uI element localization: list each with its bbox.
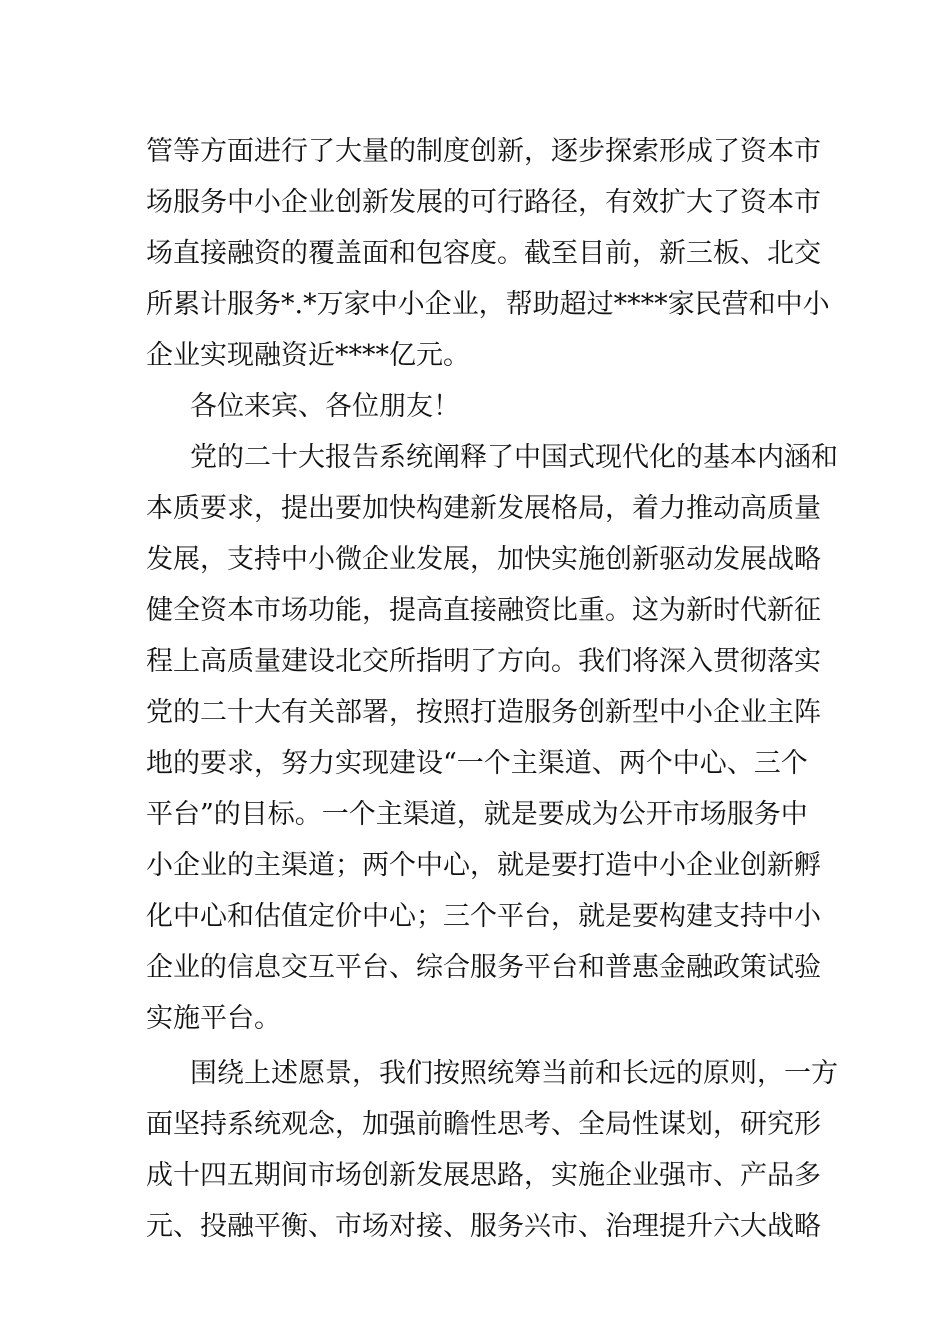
document-body <box>146 126 838 1252</box>
text-line: 企业的信息交互平台、综合服务平台和普惠金融政策试验 <box>146 952 821 983</box>
text-line: 所累计服务*.*万家中小企业，帮助超过****家民营和中小 <box>146 289 830 320</box>
text-line: 场直接融资的覆盖面和包容度。截至目前，新三板、北交 <box>146 238 821 269</box>
greeting-paragraph <box>146 381 816 432</box>
text-line: 程上高质量建设北交所指明了方向。我们将深入贯彻落实 <box>146 646 821 677</box>
text-line: 管等方面进行了大量的制度创新，逐步探索形成了资本市 <box>146 136 821 167</box>
paragraph-2 <box>146 432 838 1044</box>
text-line: 本质要求，提出要加快构建新发展格局，着力推动高质量 <box>146 493 821 524</box>
text-line: 成十四五期间市场创新发展思路，实施企业强市、产品多 <box>146 1160 821 1191</box>
text-line: 元、投融平衡、市场对接、服务兴市、治理提升六大战略 <box>146 1211 821 1242</box>
paragraph-1 <box>146 126 830 381</box>
text-line: 围绕上述愿景，我们按照统筹当前和长远的原则，一方 <box>190 1058 838 1089</box>
text-line: 发展，支持中小微企业发展，加快实施创新驱动发展战略 <box>146 544 821 575</box>
text-line: 健全资本市场功能，提高直接融资比重。这为新时代新征 <box>146 595 821 626</box>
text-line: 实施平台。 <box>146 1003 281 1034</box>
text-line: 面坚持系统观念，加强前瞻性思考、全局性谋划，研究形 <box>146 1109 821 1140</box>
paragraph-3 <box>146 1048 838 1252</box>
text-line: 化中心和估值定价中心；三个平台，就是要构建支持中小 <box>146 901 821 932</box>
text-line: 平台”的目标。一个主渠道，就是要成为公开市场服务中 <box>146 799 808 830</box>
text-line: 党的二十大报告系统阐释了中国式现代化的基本内涵和 <box>190 442 838 473</box>
text-line: 党的二十大有关部署，按照打造服务创新型中小企业主阵 <box>146 697 821 728</box>
greeting-line: 各位来宾、各位朋友！ <box>190 391 460 422</box>
text-line: 企业实现融资近****亿元。 <box>146 340 470 371</box>
text-line: 场服务中小企业创新发展的可行路径，有效扩大了资本市 <box>146 187 821 218</box>
text-line: 地的要求，努力实现建设“一个主渠道、两个中心、三个 <box>146 748 808 779</box>
text-line: 小企业的主渠道；两个中心，就是要打造中小企业创新孵 <box>146 850 821 881</box>
